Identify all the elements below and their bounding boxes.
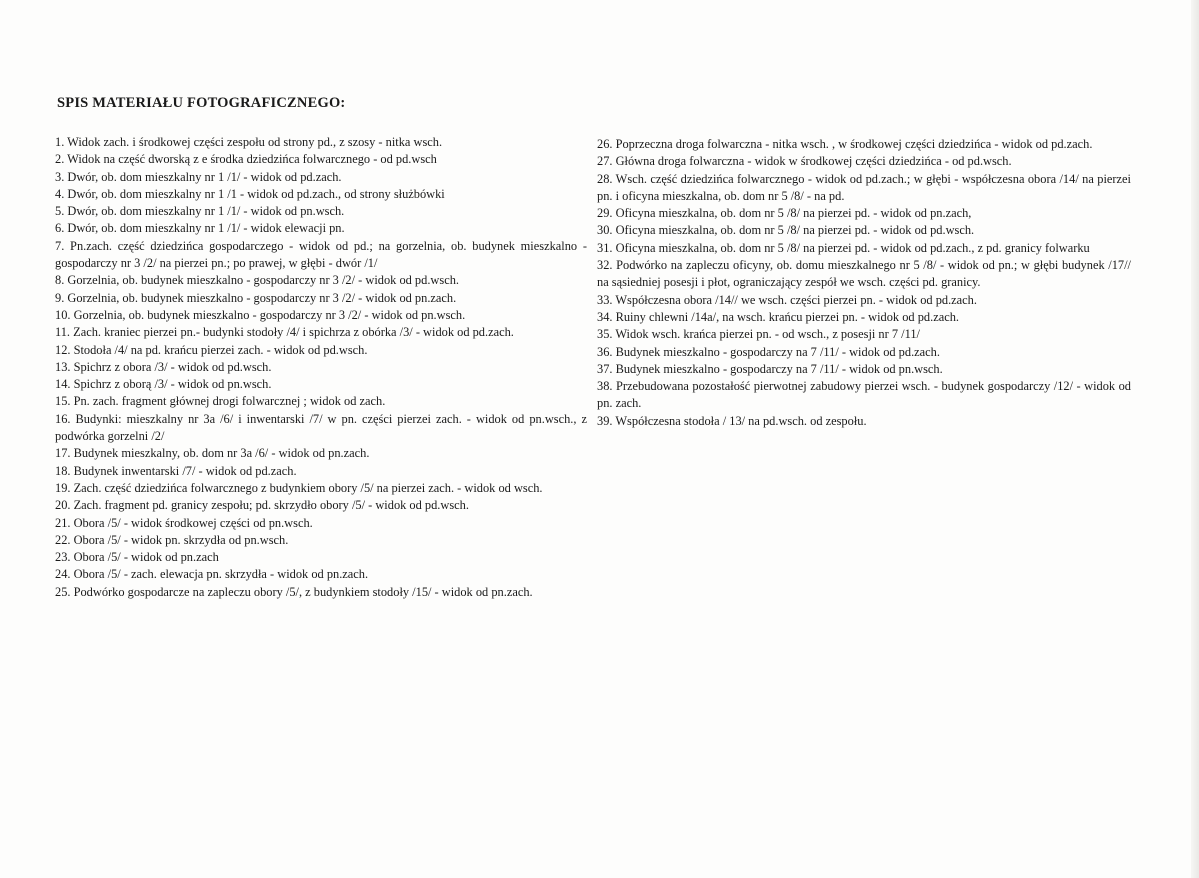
list-item: 2. Widok na część dworską z e środka dziedzińca folwarcznego - od pd.wsch (55, 152, 437, 167)
list-item: 19. Zach. część dziedzińca folwarcznego z budynkiem obory /5/ na pierzei zach. - widok od wsch. (55, 480, 543, 495)
list-item: 26. Poprzeczna droga folwarczna - nitka wsch. , w środkowej części dziedzińca - widok od pd.zach. (597, 137, 1093, 151)
list-item: 27. Główna droga folwarczna - widok w środkowej części dziedzińca - od pd.wsch. (597, 154, 1012, 169)
page-title: SPIS MATERIAŁU FOTOGRAFICZNEGO: (57, 95, 346, 111)
list-item: 13. Spichrz z obora /3/ - widok od pd.wsch. (55, 359, 272, 374)
list-item: 28. Wsch. część dziedzińca folwarcznego - widok od pd.zach.; w głębi - współczesna obora /14/ na pierzei pn. i oficyna mieszkalna, ob. dom nr 5 /8/ - na pd. (597, 171, 1131, 203)
list-item: 4. Dwór, ob. dom mieszkalny nr 1 /1 - widok od pd.zach., od strony służbówki (55, 186, 445, 201)
list-item: 5. Dwór, ob. dom mieszkalny nr 1 /1/ - widok od pn.wsch. (55, 204, 345, 219)
list-item: 31. Oficyna mieszkalna, ob. dom nr 5 /8/ na pierzei pd. - widok od pd.zach., z pd. granicy folwarku (597, 240, 1090, 255)
list-item: 21. Obora /5/ - widok środkowej części od pn.wsch. (55, 515, 313, 530)
photo-list-left (55, 134, 587, 601)
list-item: 20. Zach. fragment pd. granicy zespołu; pd. skrzydło obory /5/ - widok od pd.wsch. (55, 498, 469, 513)
list-item: 8. Gorzelnia, ob. budynek mieszkalno - gospodarczy nr 3 /2/ - widok od pd.wsch. (55, 273, 459, 288)
list-item: 38. Przebudowana pozostałość pierwotnej zabudowy pierzei wsch. - budynek gospodarczy /12/ - widok od pn. zach. (597, 379, 1131, 411)
list-item: 25. Podwórko gospodarcze na zapleczu obory /5/, z budynkiem stodoły /15/ - widok od pn.zach. (55, 584, 533, 599)
list-item: 22. Obora /5/ - widok pn. skrzydła od pn.wsch. (55, 532, 289, 547)
list-item: 9. Gorzelnia, ob. budynek mieszkalno - gospodarczy nr 3 /2/ - widok od pn.zach. (55, 290, 457, 305)
list-item: 16. Budynki: mieszkalny nr 3a /6/ i inwentarski /7/ w pn. części pierzei zach. - widok od pn.wsch., z podwórka gorzelni /2/ (55, 411, 587, 444)
list-item: 14. Spichrz z oborą /3/ - widok od pn.wsch. (55, 377, 272, 392)
list-item: 12. Stodoła /4/ na pd. krańcu pierzei zach. - widok od pd.wsch. (55, 342, 368, 357)
page-edge (1191, 0, 1199, 878)
list-item: 37. Budynek mieszkalno - gospodarczy na 7 /11/ - widok od pn.wsch. (597, 361, 943, 376)
list-item: 36. Budynek mieszkalno - gospodarczy na 7 /11/ - widok od pd.zach. (597, 344, 940, 359)
list-item: 17. Budynek mieszkalny, ob. dom nr 3a /6/ - widok od pn.zach. (55, 446, 370, 461)
list-item: 15. Pn. zach. fragment głównej drogi folwarcznej ; widok od zach. (55, 394, 386, 409)
list-item: 24. Obora /5/ - zach. elewacja pn. skrzydła - widok od pn.zach. (55, 567, 369, 582)
list-item: 32. Podwórko na zapleczu oficyny, ob. domu mieszkalnego nr 5 /8/ - widok od pn.; w głębi budynek /17// na sąsiedniej posesji i płot, ograniczający zespół we wsch. części pd. granicy. (597, 258, 1131, 290)
list-item: 33. Współczesna obora /14// we wsch. części pierzei pn. - widok od pd.zach. (597, 292, 977, 307)
list-item: 18. Budynek inwentarski /7/ - widok od pd.zach. (55, 463, 297, 478)
list-item: 6. Dwór, ob. dom mieszkalny nr 1 /1/ - widok elewacji pn. (55, 221, 345, 236)
list-item: 34. Ruiny chlewni /14a/, na wsch. krańcu pierzei pn. - widok od pd.zach. (597, 309, 959, 324)
list-item: 23. Obora /5/ - widok od pn.zach (55, 550, 219, 565)
list-item: 11. Zach. kraniec pierzei pn.- budynki stodoły /4/ i spichrza z obórka /3/ - widok od pd.zach. (55, 325, 514, 340)
list-item: 3. Dwór, ob. dom mieszkalny nr 1 /1/ - widok od pd.zach. (55, 169, 342, 184)
list-item: 30. Oficyna mieszkalna, ob. dom nr 5 /8/ na pierzei pd. - widok od pd.wsch. (597, 223, 975, 238)
list-item: 29. Oficyna mieszkalna, ob. dom nr 5 /8/ na pierzei pd. - widok od pn.zach, (597, 206, 972, 221)
list-item: 35. Widok wsch. krańca pierzei pn. - od wsch., z posesji nr 7 /11/ (597, 327, 920, 342)
list-item: 39. Współczesna stodoła / 13/ na pd.wsch. od zespołu. (597, 413, 867, 428)
list-item: 1. Widok zach. i środkowej części zespołu od strony pd., z szosy - nitka wsch. (55, 135, 443, 149)
list-item: 10. Gorzelnia, ob. budynek mieszkalno - gospodarczy nr 3 /2/ - widok od pn.wsch. (55, 307, 466, 322)
list-item: 7. Pn.zach. część dziedzińca gospodarczego - widok od pd.; na gorzelnia, ob. budynek mieszkalno - gospodarczy nr 3 /2/ na pierzei pn.; po prawej, w głębi - dwór /1/ (55, 238, 587, 271)
photo-list-right (597, 136, 1131, 430)
